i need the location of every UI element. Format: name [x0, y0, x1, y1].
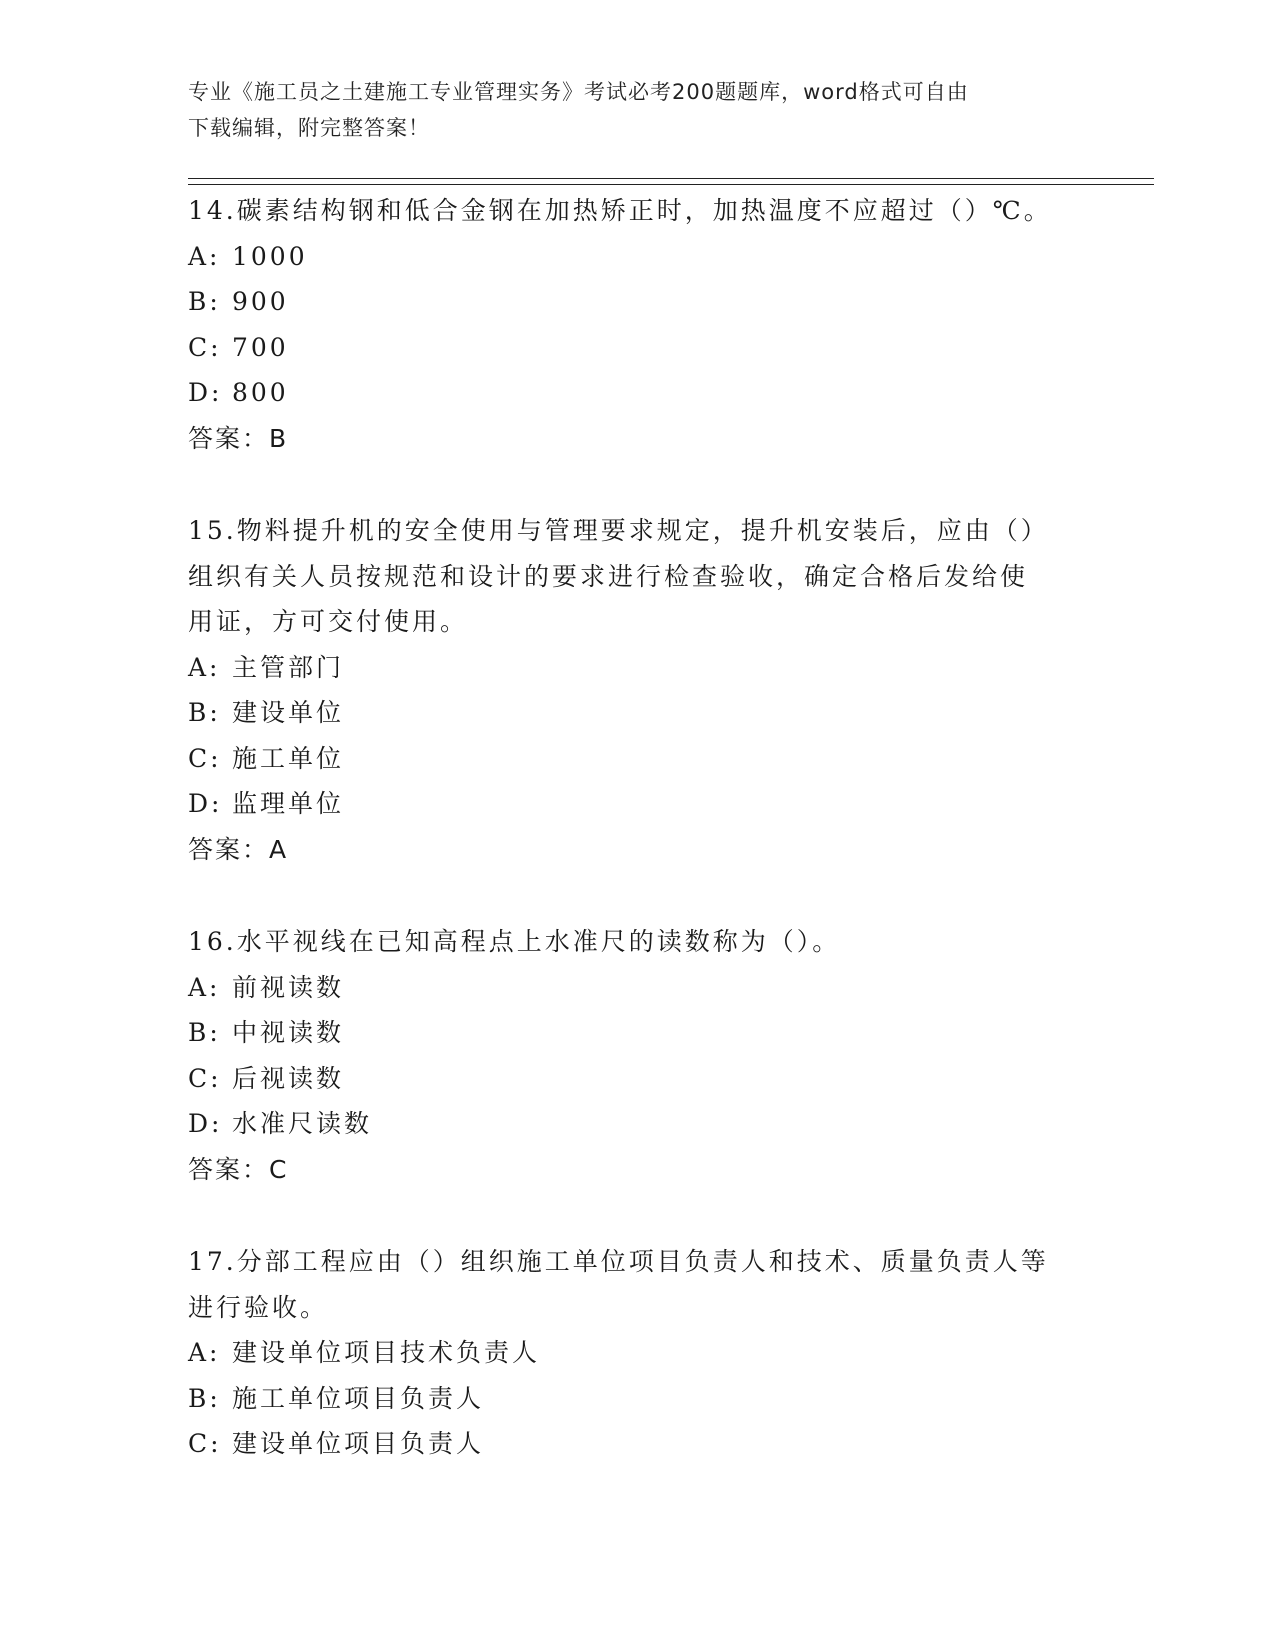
question-stem: 16.水平视线在已知高程点上水准尺的读数称为（）。	[188, 927, 841, 956]
option-letter: A:	[188, 652, 221, 682]
option-letter: C:	[188, 743, 222, 773]
option-c	[188, 1421, 1088, 1467]
option-text: 施工单位项目负责人	[232, 1383, 485, 1413]
question-list	[188, 188, 1088, 1514]
header-divider-top	[188, 178, 1154, 179]
option-text: 1000	[232, 241, 308, 271]
answer-line: 答案：C	[188, 1154, 289, 1184]
document-header	[188, 74, 1068, 146]
option-letter: D:	[188, 378, 223, 407]
header-line-2: 下载编辑，附完整答案！	[188, 116, 430, 140]
option-d	[188, 1101, 1088, 1147]
option-letter: B:	[188, 1383, 221, 1413]
option-c	[188, 325, 1088, 371]
option-b	[188, 690, 1088, 736]
header-divider-bottom	[188, 184, 1154, 185]
option-letter: D:	[188, 1109, 223, 1138]
option-letter: B:	[188, 698, 221, 727]
option-a	[188, 234, 1088, 280]
option-d	[188, 781, 1088, 827]
option-letter: A:	[188, 241, 221, 271]
question-15	[188, 508, 1088, 872]
option-text: 中视读数	[232, 1018, 345, 1047]
option-letter: D:	[188, 789, 223, 818]
option-text: 建设单位	[232, 698, 345, 727]
option-text: 施工单位	[232, 743, 345, 773]
option-d	[188, 370, 1088, 416]
option-c	[188, 1056, 1088, 1102]
option-letter: C:	[188, 1429, 222, 1458]
option-text: 主管部门	[232, 652, 345, 682]
option-text: 建设单位项目负责人	[232, 1429, 485, 1458]
option-letter: A:	[188, 1338, 221, 1367]
option-a	[188, 645, 1088, 691]
option-c	[188, 736, 1088, 782]
option-text: 900	[232, 287, 289, 316]
option-text: 监理单位	[232, 789, 345, 818]
option-letter: B:	[188, 1018, 221, 1047]
option-text: 800	[232, 378, 289, 407]
option-b	[188, 279, 1088, 325]
option-letter: C:	[188, 1063, 222, 1093]
option-text: 前视读数	[232, 972, 345, 1002]
option-letter: A:	[188, 972, 221, 1002]
answer-line: 答案：B	[188, 423, 289, 453]
option-letter: C:	[188, 332, 222, 362]
question-stem-line-3: 用证，方可交付使用。	[188, 607, 469, 636]
question-stem-line-2: 组织有关人员按规范和设计的要求进行检查验收，确定合格后发给使	[188, 561, 1029, 591]
answer-line: 答案：A	[188, 834, 289, 864]
question-stem: 14.碳素结构钢和低合金钢在加热矫正时，加热温度不应超过（）℃。	[188, 196, 1052, 225]
question-16	[188, 919, 1088, 1192]
header-line-1: 专业《施工员之土建施工专业管理实务》考试必考200题题库，word格式可自由	[188, 80, 969, 104]
option-a	[188, 1330, 1088, 1376]
question-stem-line-1: 17.分部工程应由（）组织施工单位项目负责人和技术、质量负责人等	[188, 1247, 1049, 1276]
option-a	[188, 965, 1088, 1011]
question-stem-line-2: 进行验收。	[188, 1292, 329, 1322]
option-b	[188, 1010, 1088, 1056]
option-letter: B:	[188, 287, 221, 316]
question-14	[188, 188, 1088, 461]
option-text: 水准尺读数	[232, 1109, 373, 1138]
question-stem-line-1: 15.物料提升机的安全使用与管理要求规定，提升机安装后，应由（）	[188, 516, 1049, 545]
option-text: 建设单位项目技术负责人	[232, 1338, 541, 1367]
option-text: 700	[232, 332, 289, 362]
option-text: 后视读数	[232, 1063, 345, 1093]
option-b	[188, 1376, 1088, 1422]
question-17	[188, 1239, 1088, 1467]
